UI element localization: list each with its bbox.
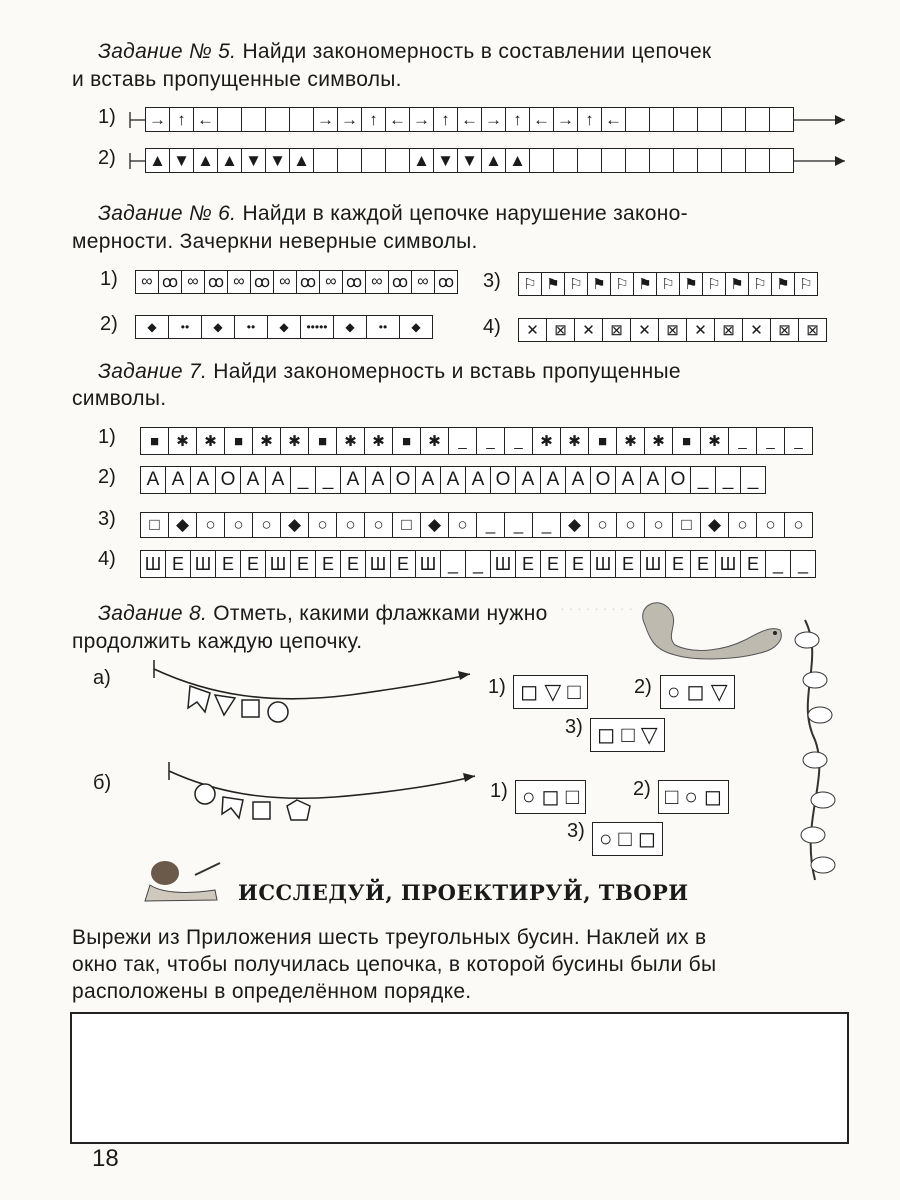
- chain-cell[interactable]: ▲: [194, 149, 218, 172]
- task7-text-line1: Найди закономерность и вставь пропущенные: [213, 360, 681, 383]
- task5-row1-chain[interactable]: [145, 107, 794, 132]
- task8-heading: [98, 600, 548, 628]
- chain-cell[interactable]: □: [393, 513, 421, 537]
- chain-cell[interactable]: ✱: [337, 428, 365, 454]
- task8-b-option2-shapes: □ ○ ◻: [665, 784, 723, 809]
- chain-cell[interactable]: ⚐: [657, 273, 680, 295]
- chain-cell[interactable]: Е: [341, 551, 366, 577]
- chain-cell[interactable]: А: [416, 467, 441, 493]
- chain-cell[interactable]: ∞: [320, 271, 343, 293]
- chain-cell[interactable]: ◆: [421, 513, 449, 537]
- chain-cell[interactable]: _: [466, 551, 491, 577]
- chain-cell[interactable]: ○: [337, 513, 365, 537]
- chain-cell[interactable]: ←: [386, 108, 410, 131]
- chain-cell[interactable]: ■: [225, 428, 253, 454]
- chain-cell[interactable]: [242, 108, 266, 131]
- chain-cell[interactable]: _: [747, 469, 759, 490]
- chain-cell[interactable]: _: [766, 551, 791, 577]
- chain-cell[interactable]: _: [729, 428, 757, 454]
- chain-cell[interactable]: О: [591, 467, 616, 493]
- chain-cell[interactable]: ↑: [170, 108, 194, 131]
- chain-cell[interactable]: ■: [393, 428, 421, 454]
- chain-cell[interactable]: Е: [691, 551, 716, 577]
- task8-a-option1-box[interactable]: [513, 675, 588, 709]
- task8-b-option1-shapes: ○ ◻ □: [522, 784, 580, 809]
- chain-cell[interactable]: ⚐: [749, 273, 772, 295]
- chain-cell[interactable]: [650, 149, 674, 172]
- chain-cell[interactable]: ○: [253, 513, 281, 537]
- chain-cell[interactable]: ✕: [519, 319, 547, 341]
- chain-cell[interactable]: ✱: [421, 428, 449, 454]
- chain-cell[interactable]: ○: [793, 515, 804, 534]
- chain-cell[interactable]: А: [241, 467, 266, 493]
- chain-cell[interactable]: [266, 108, 290, 131]
- chain-cell[interactable]: А: [191, 467, 216, 493]
- chain-cell[interactable]: ••: [367, 316, 400, 338]
- chain-cell[interactable]: _: [441, 551, 466, 577]
- chain-cell[interactable]: _: [716, 467, 741, 493]
- chain-cell[interactable]: ∞: [366, 271, 389, 293]
- chain-cell[interactable]: ✱: [169, 428, 197, 454]
- task8-a-option3-shapes: ◻ □ ▽: [597, 722, 658, 747]
- chain-cell[interactable]: ꝏ: [297, 271, 320, 293]
- chain-cell[interactable]: ꝏ: [437, 274, 455, 291]
- bead-paste-window[interactable]: [70, 1012, 849, 1144]
- chain-cell[interactable]: ⊠: [659, 319, 687, 341]
- chain-cell[interactable]: [554, 149, 578, 172]
- chain-cell[interactable]: ▼: [242, 149, 266, 172]
- chain-cell[interactable]: ••: [169, 316, 202, 338]
- chain-cell[interactable]: ∞: [412, 271, 435, 293]
- chain-cell[interactable]: ✕: [631, 319, 659, 341]
- chain-cell[interactable]: ⚐: [799, 276, 813, 293]
- chain-cell[interactable]: ○: [645, 513, 673, 537]
- task7-row3-label: 3): [98, 508, 116, 530]
- task8-b-option3-box[interactable]: [592, 822, 663, 856]
- chain-cell[interactable]: ✱: [281, 428, 309, 454]
- chain-cell[interactable]: ▼: [266, 149, 290, 172]
- chain-cell[interactable]: [386, 149, 410, 172]
- research-text-line1: Вырежи из Приложения шесть треугольных бусин. Наклей их в: [72, 926, 707, 949]
- chain-cell[interactable]: А: [166, 467, 191, 493]
- chain-cell[interactable]: Е: [666, 551, 691, 577]
- task8-part-a-label: а): [93, 667, 111, 689]
- chain-cell[interactable]: →: [314, 108, 338, 131]
- chain-cell[interactable]: ↑: [362, 108, 386, 131]
- chain-cell[interactable]: А: [566, 467, 591, 493]
- chain-cell[interactable]: ←: [458, 108, 482, 131]
- chain-cell[interactable]: ▲: [506, 149, 530, 172]
- chain-cell[interactable]: ○: [729, 513, 757, 537]
- chain-cell[interactable]: ∞: [228, 271, 251, 293]
- chain-cell[interactable]: ■: [589, 428, 617, 454]
- chain-cell[interactable]: А: [641, 467, 666, 493]
- chain-cell[interactable]: Е: [241, 551, 266, 577]
- task7-title: Задание 7.: [98, 360, 208, 383]
- chain-cell[interactable]: Е: [291, 551, 316, 577]
- task8-b-option3-label: 3): [567, 820, 585, 842]
- chain-cell[interactable]: А: [141, 467, 166, 493]
- chain-cell[interactable]: ꝏ: [251, 271, 274, 293]
- chain-cell[interactable]: ←: [602, 108, 626, 131]
- chain-cell[interactable]: ◆: [268, 316, 301, 338]
- chain-cell[interactable]: ✱: [533, 428, 561, 454]
- chain-cell[interactable]: ⚐: [611, 273, 634, 295]
- chain-cell[interactable]: →: [146, 108, 170, 131]
- chain-cell[interactable]: _: [477, 428, 505, 454]
- decorative-vine-icon: [785, 620, 840, 890]
- chain-cell[interactable]: ⚐: [703, 273, 726, 295]
- chain-cell[interactable]: Е: [541, 551, 566, 577]
- chain-cell[interactable]: [746, 149, 770, 172]
- task8-part-b-garland: [165, 762, 485, 842]
- chain-cell[interactable]: А: [341, 467, 366, 493]
- chain-cell[interactable]: [650, 108, 674, 131]
- task8-a-option2-box[interactable]: [660, 675, 735, 709]
- chain-cell[interactable]: ⚐: [565, 273, 588, 295]
- task8-a-option3-box[interactable]: [590, 718, 665, 752]
- task7-row1-label: 1): [98, 426, 116, 448]
- chain-cell[interactable]: [746, 108, 770, 131]
- chain-cell[interactable]: ◆: [202, 316, 235, 338]
- chain-cell[interactable]: [338, 149, 362, 172]
- chain-cell[interactable]: [626, 149, 650, 172]
- chain-cell[interactable]: •••••: [301, 316, 334, 338]
- task8-b-option2-label: 2): [633, 778, 651, 800]
- task7-row2-label: 2): [98, 466, 116, 488]
- chain-cell[interactable]: ○: [449, 513, 477, 537]
- chain-cell[interactable]: Е: [391, 551, 416, 577]
- chain-cell[interactable]: ←: [530, 108, 554, 131]
- chain-cell[interactable]: _: [797, 553, 808, 574]
- page-number: 18: [92, 1145, 119, 1172]
- chain-cell[interactable]: ■: [141, 428, 169, 454]
- task6-title: Задание № 6.: [98, 202, 237, 225]
- chain-cell[interactable]: →: [338, 108, 362, 131]
- task8-a-option1-shapes: ◻ ▽ □: [520, 679, 581, 704]
- chain-cell[interactable]: ⚑: [588, 273, 611, 295]
- chain-cell[interactable]: [698, 108, 722, 131]
- chain-cell[interactable]: ✱: [645, 428, 673, 454]
- chain-cell[interactable]: Ш: [191, 551, 216, 577]
- chain-cell[interactable]: ◆: [561, 513, 589, 537]
- task6-heading: [98, 200, 688, 228]
- chain-cell[interactable]: [314, 149, 338, 172]
- task8-b-option3-shapes: ○ □ ◻: [599, 826, 657, 851]
- child-drawing-icon: [135, 855, 225, 905]
- chain-cell[interactable]: ⚑: [542, 273, 565, 295]
- squirrel-illustration: [635, 595, 805, 665]
- task6-text-line2: мерности. Зачеркни неверные символы.: [72, 230, 478, 253]
- chain-cell[interactable]: О: [216, 467, 241, 493]
- task5-row2-label: 2): [98, 147, 116, 169]
- chain-cell[interactable]: Ш: [591, 551, 616, 577]
- chain-cell[interactable]: ✱: [561, 428, 589, 454]
- chain-cell[interactable]: [218, 108, 242, 131]
- chain-cell[interactable]: [290, 108, 314, 131]
- chain-cell[interactable]: Ш: [266, 551, 291, 577]
- task8-a-option1-label: 1): [488, 676, 506, 698]
- chain-cell[interactable]: ꝏ: [205, 271, 228, 293]
- task7-row4-chain[interactable]: [140, 550, 816, 578]
- task8-b-option1-label: 1): [490, 780, 508, 802]
- chain-cell[interactable]: ••: [235, 316, 268, 338]
- chain-cell[interactable]: Е: [516, 551, 541, 577]
- research-text-line2: окно так, чтобы получилась цепочка, в которой бусины были бы: [72, 953, 717, 976]
- task6-row1-label: 1): [100, 268, 118, 290]
- chain-cell[interactable]: А: [516, 467, 541, 493]
- chain-cell[interactable]: ▼: [434, 149, 458, 172]
- chain-cell[interactable]: ○: [225, 513, 253, 537]
- chain-cell[interactable]: А: [541, 467, 566, 493]
- task7-row1-chain[interactable]: [140, 427, 813, 455]
- task8-text-line1: Отметь, какими флажками нужно: [213, 602, 548, 625]
- chain-cell[interactable]: ◆: [136, 316, 169, 338]
- chain-cell[interactable]: _: [505, 513, 533, 537]
- chain-cell[interactable]: [674, 149, 698, 172]
- task8-part-b-label: б): [93, 772, 112, 794]
- chain-cell[interactable]: ⚐: [519, 273, 542, 295]
- task6-text-line1: Найди в каждой цепочке нарушение законо-: [242, 202, 688, 225]
- task6-row3-label: 3): [483, 270, 501, 292]
- chain-cell[interactable]: →: [482, 108, 506, 131]
- chain-cell[interactable]: ○: [617, 513, 645, 537]
- task8-title: Задание 8.: [98, 602, 208, 625]
- chain-cell[interactable]: _: [794, 432, 803, 450]
- chain-cell[interactable]: ▲: [146, 149, 170, 172]
- task5-row1-label: 1): [98, 106, 116, 128]
- task6-row1-chain[interactable]: [135, 270, 458, 294]
- task8-b-option2-box[interactable]: [658, 780, 729, 814]
- chain-cell[interactable]: [626, 108, 650, 131]
- chain-cell[interactable]: [674, 108, 698, 131]
- chain-cell[interactable]: ∞: [182, 271, 205, 293]
- chain-cell[interactable]: [530, 149, 554, 172]
- chain-cell[interactable]: ✱: [617, 428, 645, 454]
- task7-row3-chain[interactable]: [140, 512, 813, 538]
- task6-row4-chain[interactable]: [518, 318, 827, 342]
- chain-cell[interactable]: ✱: [253, 428, 281, 454]
- chain-cell[interactable]: ⚑: [772, 273, 795, 295]
- chain-cell[interactable]: ∞: [274, 271, 297, 293]
- chain-cell[interactable]: ✱: [365, 428, 393, 454]
- chain-cell[interactable]: →: [554, 108, 578, 131]
- chain-cell[interactable]: ○: [309, 513, 337, 537]
- chain-cell[interactable]: _: [449, 428, 477, 454]
- chain-cell[interactable]: ○: [365, 513, 393, 537]
- task6-row3-chain[interactable]: [518, 272, 818, 296]
- chain-cell[interactable]: ○: [757, 513, 785, 537]
- chain-cell[interactable]: □: [673, 513, 701, 537]
- chain-cell[interactable]: ⊠: [603, 319, 631, 341]
- chain-cell[interactable]: Е: [316, 551, 341, 577]
- task8-a-option3-label: 3): [565, 716, 583, 738]
- chain-cell[interactable]: →: [410, 108, 434, 131]
- chain-cell[interactable]: Е: [166, 551, 191, 577]
- chain-cell[interactable]: А: [466, 467, 491, 493]
- chain-cell[interactable]: ∞: [136, 271, 159, 293]
- task7-row4-label: 4): [98, 548, 116, 570]
- chain-cell[interactable]: ▼: [170, 149, 194, 172]
- chain-cell[interactable]: □: [141, 513, 169, 537]
- chain-cell[interactable]: ⚑: [680, 273, 703, 295]
- chain-cell[interactable]: ▼: [458, 149, 482, 172]
- task5-title: Задание № 5.: [98, 40, 237, 63]
- task8-b-option1-box[interactable]: [515, 780, 586, 814]
- chain-cell[interactable]: ✕: [687, 319, 715, 341]
- chain-cell[interactable]: [362, 149, 386, 172]
- chain-cell[interactable]: [722, 108, 746, 131]
- chain-cell[interactable]: ▲: [290, 149, 314, 172]
- chain-cell[interactable]: _: [291, 467, 316, 493]
- chain-cell[interactable]: [602, 149, 626, 172]
- chain-cell[interactable]: ◆: [701, 513, 729, 537]
- chain-cell[interactable]: ꝏ: [343, 271, 366, 293]
- task5-heading: [98, 38, 711, 66]
- chain-cell[interactable]: Ш: [716, 551, 741, 577]
- chain-cell[interactable]: А: [616, 467, 641, 493]
- chain-cell[interactable]: Е: [216, 551, 241, 577]
- chain-cell[interactable]: [698, 149, 722, 172]
- chain-cell[interactable]: ⊠: [547, 319, 575, 341]
- chain-cell[interactable]: _: [505, 428, 533, 454]
- chain-cell[interactable]: ◆: [169, 513, 197, 537]
- chain-cell[interactable]: ⊠: [771, 319, 799, 341]
- chain-cell[interactable]: ꝏ: [389, 271, 412, 293]
- task7-heading: [98, 358, 681, 386]
- research-text-line3: расположены в определённом порядке.: [72, 980, 472, 1003]
- chain-cell[interactable]: ◆: [281, 513, 309, 537]
- task8-a-option2-shapes: ○ ◻ ▽: [667, 679, 728, 704]
- chain-cell[interactable]: [770, 149, 793, 172]
- task5-text-line1: Найди закономерность в составлении цепочек: [242, 40, 712, 63]
- chain-cell[interactable]: А: [441, 467, 466, 493]
- chain-cell[interactable]: _: [316, 467, 341, 493]
- chain-cell[interactable]: А: [366, 467, 391, 493]
- chain-cell[interactable]: ←: [194, 108, 218, 131]
- chain-cell[interactable]: ⊠: [715, 319, 743, 341]
- chain-cell[interactable]: Е: [616, 551, 641, 577]
- chain-cell[interactable]: ○: [589, 513, 617, 537]
- chain-cell[interactable]: ↑: [506, 108, 530, 131]
- chain-cell[interactable]: ○: [197, 513, 225, 537]
- task6-row2-chain[interactable]: [135, 315, 433, 339]
- chain-cell[interactable]: Ш: [491, 551, 516, 577]
- chain-cell[interactable]: ⚑: [634, 273, 657, 295]
- chain-cell[interactable]: [578, 149, 602, 172]
- chain-cell[interactable]: ◆: [334, 316, 367, 338]
- chain-cell[interactable]: ꝏ: [159, 271, 182, 293]
- chain-cell[interactable]: О: [666, 467, 691, 493]
- chain-cell[interactable]: О: [491, 467, 516, 493]
- chain-cell[interactable]: _: [691, 467, 716, 493]
- chain-cell[interactable]: Ш: [141, 551, 166, 577]
- chain-cell[interactable]: Ш: [416, 551, 441, 577]
- task6-row4-label: 4): [483, 316, 501, 338]
- chain-cell[interactable]: Ш: [641, 551, 666, 577]
- task7-text-line2: символы.: [72, 387, 167, 410]
- chain-cell[interactable]: ⚑: [726, 273, 749, 295]
- chain-cell[interactable]: ✱: [197, 428, 225, 454]
- chain-cell[interactable]: ■: [673, 428, 701, 454]
- chain-cell[interactable]: Е: [741, 551, 766, 577]
- task8-part-a-garland: [150, 660, 480, 730]
- chain-cell[interactable]: ✕: [575, 319, 603, 341]
- chain-cell[interactable]: ■: [309, 428, 337, 454]
- chain-cell[interactable]: А: [266, 467, 291, 493]
- chain-cell[interactable]: [722, 149, 746, 172]
- chain-cell[interactable]: ▲: [482, 149, 506, 172]
- chain-cell[interactable]: ✱: [701, 428, 729, 454]
- chain-cell[interactable]: ⊠: [806, 322, 819, 339]
- chain-cell[interactable]: О: [391, 467, 416, 493]
- chain-cell[interactable]: ↑: [434, 108, 458, 131]
- chain-cell[interactable]: ✕: [743, 319, 771, 341]
- chain-cell[interactable]: Ш: [366, 551, 391, 577]
- chain-cell[interactable]: ◆: [411, 320, 421, 334]
- chain-cell[interactable]: _: [757, 428, 785, 454]
- chain-cell[interactable]: ↑: [578, 108, 602, 131]
- task5-row2-chain[interactable]: [145, 148, 794, 173]
- bleed-through-decoration: · · · · · · · · ·: [560, 600, 634, 616]
- chain-cell[interactable]: [770, 108, 793, 131]
- task8-text-line2: продолжить каждую цепочку.: [72, 630, 363, 653]
- task6-row2-label: 2): [100, 313, 118, 335]
- chain-cell[interactable]: Е: [566, 551, 591, 577]
- task5-text-line2: и вставь пропущенные символы.: [72, 68, 402, 91]
- task7-row2-chain[interactable]: [140, 466, 766, 494]
- task8-a-option2-label: 2): [634, 676, 652, 698]
- research-heading: ИССЛЕДУЙ, ПРОЕКТИРУЙ, ТВОРИ: [238, 880, 689, 905]
- chain-cell[interactable]: _: [477, 513, 505, 537]
- chain-cell[interactable]: ▲: [218, 149, 242, 172]
- chain-cell[interactable]: _: [533, 513, 561, 537]
- chain-cell[interactable]: ▲: [410, 149, 434, 172]
